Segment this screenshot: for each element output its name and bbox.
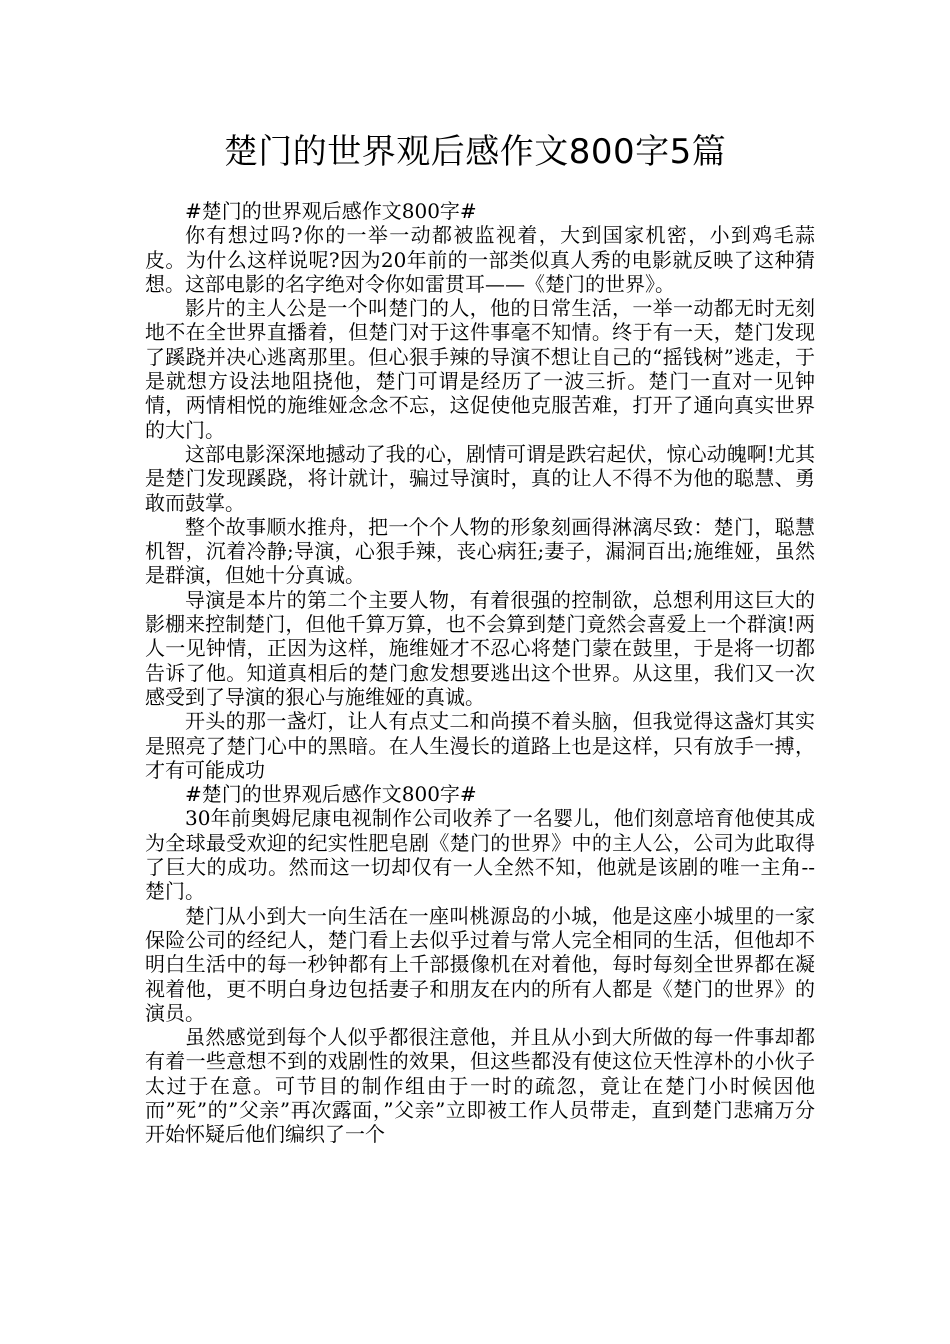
body-paragraph: 楚门从小到大一向生活在一座叫桃源岛的小城，他是这座小城里的一家保险公司的经纪人，楚门看上去似乎过着与常人完全相同的生活，但他却不明白生活中的每一秒钟都有上千部摄像机在对着他，每时每刻全世界都在凝视着他，更不明白身边包括妻子和朋友在内的所有人都是《楚门的世界》的演员。 (145, 903, 815, 1025)
section-heading: #楚门的世界观后感作文800字# (185, 782, 477, 807)
document-body (145, 199, 815, 1147)
section-heading: #楚门的世界观后感作文800字# (185, 199, 477, 223)
body-paragraph: 虽然感觉到每个人似乎都很注意他，并且从小到大所做的每一件事却都有着一些意想不到的戏剧性的效果，但这些都没有使这位天性淳朴的小伙子太过于在意。可节目的制作组由于一时的疏忽，竟让在楚门小时候因他而”死”的”父亲”再次露面，”父亲”立即被工作人员带走，直到楚门悲痛万分开始怀疑后他们编织了一个 (145, 1025, 815, 1147)
document-title: 楚门的世界观后感作文800字5篇 (223, 132, 727, 172)
body-paragraph: 整个故事顺水推舟，把一个个人物的形象刻画得淋漓尽致：楚门，聪慧机智，沉着冷静;导演，心狠手辣，丧心病狂;妻子，漏洞百出;施维娅，虽然是群演，但她十分真诚。 (145, 514, 815, 588)
body-paragraph: 开头的那一盏灯，让人有点丈二和尚摸不着头脑，但我觉得这盏灯其实是照亮了楚门心中的黑暗。在人生漫长的道路上也是这样，只有放手一搏，才有可能成功 (145, 709, 815, 782)
body-paragraph: 影片的主人公是一个叫楚门的人，他的日常生活，一举一动都无时无刻地不在全世界直播着，但楚门对于这件事毫不知情。终于有一天，楚门发现了蹊跷并决心逃离那里。但心狠手辣的导演不想让自己的“摇钱树”逃走，于是就想方设法地阻挠他，楚门可谓是经历了一波三折。楚门一直对一见钟情，两情相悦的施维娅念念不忘，这促使他克服苦难，打开了通向真实世界的大门。 (145, 296, 815, 442)
body-paragraph: 30年前奥姆尼康电视制作公司收养了一名婴儿，他们刻意培育他使其成为全球最受欢迎的纪实性肥皂剧《楚门的世界》中的主人公，公司为此取得了巨大的成功。然而这一切却仅有一人全然不知，他就是该剧的唯一主角--楚门。 (145, 806, 815, 904)
body-paragraph: 这部电影深深地撼动了我的心，剧情可谓是跌宕起伏，惊心动魄啊!尤其是楚门发现蹊跷，将计就计，骗过导演时，真的让人不得不为他的聪慧、勇敢而鼓掌。 (145, 441, 815, 515)
body-paragraph: 你有想过吗?你的一举一动都被监视着，大到国家机密，小到鸡毛蒜皮。为什么这样说呢?因为20年前的一部类似真人秀的电影就反映了这种猜想。这部电影的名字绝对令你如雷贯耳——《楚门的世界》。 (145, 223, 815, 296)
body-paragraph: 导演是本片的第二个主要人物，有着很强的控制欲，总想利用这巨大的影棚来控制楚门，但他千算万算，也不会算到楚门竟然会喜爱上一个群演!两人一见钟情，正因为这样，施维娅才不忍心将楚门蒙在鼓里，于是将一切都告诉了他。知道真相后的楚门愈发想要逃出这个世界。从这里，我们又一次感受到了导演的狠心与施维娅的真诚。 (145, 587, 815, 709)
